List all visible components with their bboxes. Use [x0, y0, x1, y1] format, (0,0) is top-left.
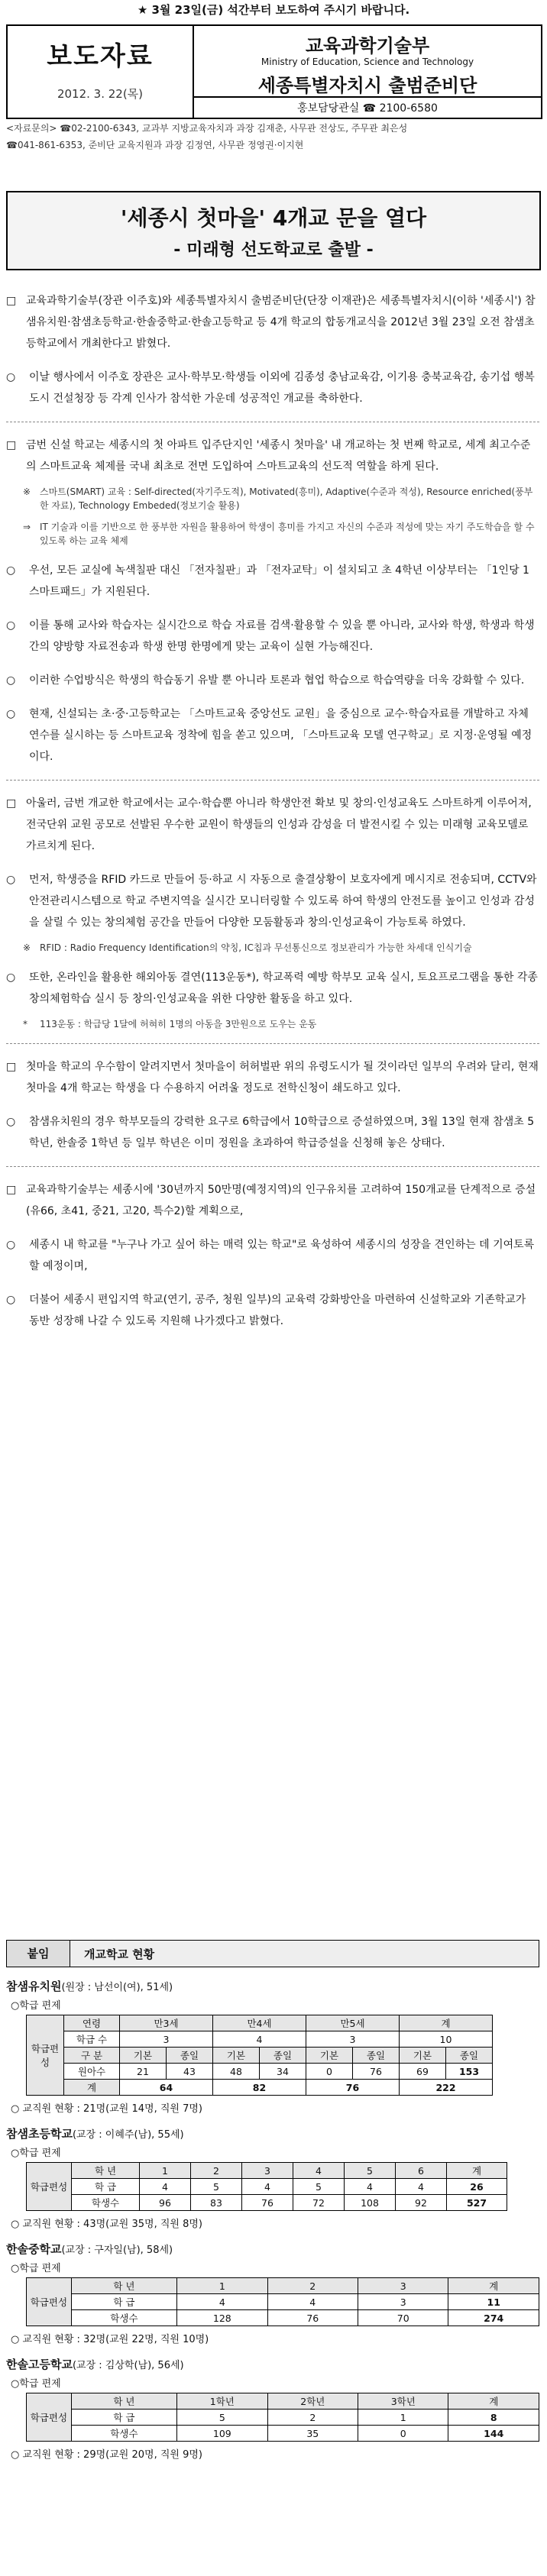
- table-cell: 1학년: [177, 2393, 268, 2410]
- paragraph: [6, 367, 539, 409]
- table-cell: 43: [167, 2064, 213, 2080]
- footnote-text: 스마트(SMART) 교육 : Self-directed(자기주도적), Motivated(흥미), Adaptive(수준과 적성), Resource enriched(풍부한 자료), Technology Embeded(정보기술 활용): [40, 486, 533, 511]
- table-cell: 기본: [213, 2048, 260, 2064]
- footnote-text: 113운동 : 학급당 1달에 허혀히 1명의 아동을 3만원으로 도우는 운동: [40, 1019, 317, 1029]
- table-cell: 학 급: [72, 2179, 140, 2195]
- paragraph: [6, 1056, 539, 1099]
- table-cell: 계: [64, 2080, 120, 2096]
- table-cell: 0: [306, 2064, 353, 2080]
- table-row: [27, 2048, 493, 2064]
- paragraph-text: 이날 행사에서 이주호 장관은 교사·학부모·학생들 이외에 김종성 충남교육감, 이기용 충북교육감, 송기섭 행복도시 건설청장 등 각계 인사가 참석한 가운데 성공적인 개교를 축하한다.: [29, 371, 535, 405]
- circle-bullet: ○: [6, 708, 16, 720]
- table-cell: 5: [345, 2163, 396, 2179]
- class-section-label: ○학급 편제: [11, 2148, 61, 2159]
- table-cell: 2: [267, 2410, 358, 2426]
- table-cell: 2학년: [267, 2393, 358, 2410]
- school-high: [6, 2356, 539, 2461]
- circle-bullet: ○: [6, 564, 16, 577]
- table-cell: 4: [396, 2179, 447, 2195]
- paragraph-text: 이러한 수업방식은 학생의 학습동기 유발 뿐 아니라 토론과 협업 학습으로 학습역량을 더욱 강화할 수 있다.: [29, 674, 525, 687]
- staff-summary: ○ 교직원 현황 : 43명(교원 35명, 직원 8명): [11, 2219, 202, 2230]
- table-cell: 연령: [64, 2015, 120, 2031]
- footnote: [6, 485, 539, 512]
- table-wrap: [26, 2277, 539, 2326]
- table-cell: 3: [358, 2278, 448, 2294]
- table-cell: 계: [448, 2393, 539, 2410]
- table-cell: 4: [345, 2179, 396, 2195]
- circle-bullet: ○: [6, 874, 16, 886]
- paragraph: [6, 967, 539, 1010]
- table-cell: 학급 수: [64, 2031, 120, 2048]
- middle-table: [26, 2277, 539, 2326]
- table-cell: 4: [213, 2031, 306, 2048]
- ministry-name: 교육과학기술부: [305, 35, 430, 57]
- table-row: [27, 2031, 493, 2048]
- table-cell: 2: [267, 2278, 358, 2294]
- table-cell: 2: [191, 2163, 242, 2179]
- table-cell: 학 급: [71, 2294, 176, 2310]
- footnote-text: RFID : Radio Frequency Identification의 약칭, IC칩과 무선통신으로 정보관리가 가능한 차세대 인식기술: [40, 942, 472, 953]
- table-row: [27, 2179, 507, 2195]
- paragraph-text: 더불어 세종시 편입지역 학교(연기, 공주, 청원 일부)의 교육력 강화방안을 마련하여 신설학교와 기존학교가 동반 성장해 나갈 수 있도록 지원해 나가겠다고 밝혔다.: [29, 1294, 526, 1327]
- table-cell: 83: [191, 2195, 242, 2211]
- staff-summary: ○ 교직원 현황 : 21명(교원 14명, 직원 7명): [11, 2103, 202, 2115]
- staff-summary: ○ 교직원 현황 : 29명(교원 20명, 직원 9명): [11, 2449, 202, 2461]
- table-cell: 4: [267, 2294, 358, 2310]
- footnote: [6, 1017, 539, 1031]
- brand-block: [8, 26, 194, 118]
- paragraph: [6, 1234, 539, 1277]
- table-row: [27, 2294, 539, 2310]
- prep-team-name: 세종특별자치시 출범준비단: [257, 75, 477, 96]
- school-title: [6, 2125, 539, 2141]
- paragraph-text: 금번 신설 학교는 세종시의 첫 아파트 입주단지인 '세종시 첫마을' 내 개교하는 첫 번째 학교로, 세계 최고수준의 스마트교육 체제를 국내 최초로 전면 도입하여 스마트교육의 선도적 역할을 하게 된다.: [26, 439, 531, 473]
- table-cell: 계: [447, 2163, 507, 2179]
- table-cell: 76: [242, 2195, 293, 2211]
- circle-bullet: ○: [6, 971, 16, 984]
- pr-contact: 홍보담당관실 ☎ 2100-6580: [194, 96, 541, 119]
- table-cell: 69: [400, 2064, 446, 2080]
- inquiry-line: ☎041-861-6353, 준비단 교육지원과 과장 김정연, 사무관 정영권·이지현: [6, 140, 304, 150]
- table-cell: 76: [306, 2080, 400, 2096]
- table-cell: 구 분: [64, 2048, 120, 2064]
- table-cell: 1: [140, 2163, 191, 2179]
- staff-summary: ○ 교직원 현황 : 32명(교원 22명, 직원 10명): [11, 2334, 209, 2345]
- appendix-label: 붙임: [7, 1941, 70, 1967]
- school-kindergarten: [6, 1978, 539, 2115]
- arrow-marker: ⇒: [23, 522, 31, 532]
- paragraph: [6, 435, 539, 477]
- table-cell: 기본: [400, 2048, 446, 2064]
- ministry-english-name: Ministry of Education, Science and Technology: [261, 57, 474, 67]
- table-row: [27, 2080, 493, 2096]
- table-cell: 3: [242, 2163, 293, 2179]
- paragraph: [6, 560, 539, 603]
- paragraph-text: 첫마을 학교의 우수함이 알려지면서 첫마을이 허허벌판 위의 유령도시가 될 것이라던 일부의 우려와 달리, 현재 첫마을 4개 학교는 학생을 다 수용하지 어려울 정도로 전학신청이 쇄도하고 있다.: [26, 1061, 539, 1094]
- school-title: [6, 1978, 539, 1994]
- table-row: [27, 2015, 493, 2031]
- table-cell: 82: [213, 2080, 306, 2096]
- table-cell: 3: [120, 2031, 213, 2048]
- table-wrap: [26, 2393, 539, 2442]
- table-cell: 종일: [446, 2048, 493, 2064]
- table-row: [27, 2426, 539, 2442]
- table-cell: 계: [400, 2015, 493, 2031]
- row-label: 학급편성: [27, 2278, 72, 2326]
- table-row: [27, 2310, 539, 2326]
- school-name: 참샘초등학교: [6, 2127, 73, 2141]
- paragraph-text: 이를 통해 교사와 학습자는 실시간으로 학습 자료를 검색·활용할 수 있을 뿐 아니라, 교사와 학생, 학생과 학생 간의 양방향 자료전송과 학생 한명 한명에게 맞는 교육이 실현 가능해진다.: [29, 619, 535, 653]
- table-cell: 48: [213, 2064, 260, 2080]
- headline-box: [6, 191, 541, 270]
- row-label: 학급편성: [27, 2015, 64, 2096]
- circle-bullet: ○: [6, 674, 16, 687]
- table-cell: 4: [242, 2179, 293, 2195]
- school-title: [6, 2356, 539, 2372]
- table-row: [27, 2393, 539, 2410]
- table-cell: 만5세: [306, 2015, 400, 2031]
- table-cell: 76: [353, 2064, 400, 2080]
- paragraph-text: 세종시 내 학교를 "누구나 가고 싶어 하는 매력 있는 학교"로 육성하여 세종시의 성장을 견인하는 데 기여토록 할 예정이며,: [29, 1239, 535, 1272]
- inquiry-line: <자료문의> ☎02-2100-6343, 교과부 지방교육자치과 과장 김재춘, 사무관 전상도, 주무관 최은성: [6, 123, 408, 134]
- table-row: [27, 2163, 507, 2179]
- table-cell: 21: [120, 2064, 167, 2080]
- paragraph-text: 먼저, 학생증을 RFID 카드로 만들어 등·하교 시 자동으로 출결상황이 보호자에게 메시지로 전송되며, CCTV와 안전관리시스템으로 학교 주변지역을 실시간 모니터링할 수 있도록 하여 학생의 안전도를 높이고 인성과 감성을 살릴 수 있는 창의체험 공간을 만들어 다양한 모둠활동과 창의·인성교육이 가능토록 하였다.: [29, 874, 537, 929]
- note-marker: ※: [23, 486, 31, 497]
- table-cell: 70: [358, 2310, 448, 2326]
- table-cell: 153: [446, 2064, 493, 2080]
- school-name: 한솔고등학교: [6, 2358, 73, 2371]
- table-cell: 학 급: [71, 2410, 176, 2426]
- table-cell: 학 년: [71, 2278, 176, 2294]
- school-elementary: [6, 2125, 539, 2230]
- paragraph-text: 또한, 온라인을 활용한 해외아동 결연(113운동*), 학교폭력 예방 학부모 교육 실시, 토요프로그램을 통한 각종 창의체험학습 실시 등 창의·인성교육을 위한 다양한 활동을 하고 있다.: [29, 971, 538, 1005]
- class-section-label: ○학급 편제: [11, 2378, 61, 2390]
- table-cell: 기본: [120, 2048, 167, 2064]
- table-cell: 109: [177, 2426, 268, 2442]
- school-name: 참샘유치원: [6, 1980, 62, 1993]
- paragraph: [6, 1111, 539, 1154]
- paragraph-text: 교육과학기술부(장관 이주호)와 세종특별자치시 출범준비단(단장 이재관)은 세종특별자치시(이하 '세종시') 참샘유치원·참샘초등학교·한솔중학교·한솔고등학교 등 4개 학교의 합동개교식을 2012년 3월 23일 오전 참샘초등학교에서 개최한다고 밝혔다.: [26, 295, 536, 350]
- row-label: 학급편성: [27, 2393, 72, 2442]
- table-cell: 3학년: [358, 2393, 448, 2410]
- square-bullet: □: [6, 439, 17, 451]
- section-divider: [6, 780, 539, 781]
- table-cell: 222: [400, 2080, 493, 2096]
- paragraph: [6, 869, 539, 933]
- table-cell: 4: [140, 2179, 191, 2195]
- table-wrap: [26, 2015, 539, 2096]
- table-cell: 종일: [167, 2048, 213, 2064]
- table-cell: 학생수: [72, 2195, 140, 2211]
- table-cell: 76: [267, 2310, 358, 2326]
- circle-bullet: ○: [6, 619, 16, 632]
- table-cell: 기본: [306, 2048, 353, 2064]
- section-divider: [6, 1043, 539, 1044]
- table-wrap: [26, 2162, 539, 2211]
- paragraph-text: 현재, 신설되는 초·중·고등학교는 「스마트교육 중앙선도 교원」을 중심으로 교수·학습자료를 개발하고 자체 연수를 실시하는 등 스마트교육 정착에 힘을 쏟고 있으며, 「스마트교육 모델 연구학교」로 지정·운영될 예정이다.: [29, 708, 532, 763]
- table-cell: 72: [293, 2195, 345, 2211]
- paragraph: [6, 793, 539, 857]
- principal-info: (교장 : 구자일(남), 58세): [61, 2245, 173, 2256]
- table-cell: 35: [267, 2426, 358, 2442]
- table-cell: 계: [448, 2278, 539, 2294]
- elementary-table: [26, 2162, 507, 2211]
- table-cell: 128: [177, 2310, 267, 2326]
- table-cell: 5: [191, 2179, 242, 2195]
- appendix-header: [6, 1940, 539, 1967]
- table-cell: 527: [447, 2195, 507, 2211]
- class-section-label: ○학급 편제: [11, 2263, 61, 2274]
- row-label: 학급편성: [27, 2163, 72, 2211]
- article-body: [6, 290, 539, 1344]
- table-cell: 4: [177, 2294, 267, 2310]
- table-cell: 3: [306, 2031, 400, 2048]
- asterisk-marker: *: [23, 1019, 28, 1029]
- subheadline: - 미래형 선도학교로 출발 -: [173, 241, 374, 260]
- principal-info: (원장 : 남선이(여), 51세): [61, 1982, 173, 1993]
- appendix-title: 개교학교 현황: [84, 1947, 155, 1961]
- table-cell: 10: [400, 2031, 493, 2048]
- table-cell: 11: [448, 2294, 539, 2310]
- circle-bullet: ○: [6, 371, 16, 383]
- school-name: 한솔중학교: [6, 2242, 62, 2256]
- paragraph-text: 교육과학기술부는 세종시에 '30년까지 50만명(예정지역)의 인구유치를 고려하여 150개교를 단계적으로 증설(유66, 초41, 중21, 고20, 특수2)할 계획으로,: [26, 1184, 536, 1217]
- footnote: [6, 520, 539, 548]
- table-row: [27, 2410, 539, 2426]
- paragraph-text: 참샘유치원의 경우 학부모들의 강력한 요구로 6학급에서 10학급으로 증설하였으며, 3월 13일 현재 참샘초 5학년, 한솔중 1학년 등 일부 학년은 이미 정원을 초과하여 학급증설을 신청해 놓은 상태다.: [29, 1116, 535, 1149]
- school-title: [6, 2241, 539, 2257]
- table-cell: 8: [448, 2410, 539, 2426]
- inquiry-contacts: [6, 122, 539, 156]
- class-section-label: ○학급 편제: [11, 2000, 61, 2012]
- table-cell: 4: [293, 2163, 345, 2179]
- circle-bullet: ○: [6, 1294, 16, 1306]
- brand-title: 보도자료: [47, 41, 154, 72]
- circle-bullet: ○: [6, 1116, 16, 1128]
- square-bullet: □: [6, 1184, 17, 1196]
- school-middle: [6, 2241, 539, 2345]
- footnote-text: IT 기술과 이를 기반으로 한 풍부한 자원을 활용하여 학생이 흥미를 가지고 자신의 수준과 적성에 맞는 자기 주도학습을 할 수 있도록 하는 교육 체제: [40, 522, 535, 546]
- kindergarten-table: [26, 2015, 493, 2096]
- table-cell: 6: [396, 2163, 447, 2179]
- headline: '세종시 첫마을' 4개교 문을 열다: [120, 205, 427, 231]
- footnote: [6, 941, 539, 955]
- table-cell: 92: [396, 2195, 447, 2211]
- table-cell: 종일: [260, 2048, 306, 2064]
- table-cell: 학생수: [71, 2310, 176, 2326]
- press-header: [6, 24, 542, 119]
- table-cell: 64: [120, 2080, 213, 2096]
- table-cell: 학생수: [71, 2426, 176, 2442]
- table-cell: 종일: [353, 2048, 400, 2064]
- appendix: [6, 1940, 539, 2461]
- square-bullet: □: [6, 797, 17, 810]
- high-table: [26, 2393, 539, 2442]
- paragraph-text: 우선, 모든 교실에 녹색칠판 대신 「전자칠판」과 「전자교탁」이 설치되고 초 4학년 이상부터는 「1인당 1 스마트패드」가 지원된다.: [29, 564, 529, 598]
- paragraph: [6, 670, 539, 691]
- table-cell: 학 년: [71, 2393, 176, 2410]
- table-cell: 0: [358, 2426, 448, 2442]
- principal-info: (교장 : 김상학(남), 56세): [72, 2360, 184, 2371]
- table-cell: 1: [177, 2278, 267, 2294]
- table-cell: 학 년: [72, 2163, 140, 2179]
- principal-info: (교장 : 이혜주(남), 55세): [72, 2129, 184, 2141]
- square-bullet: □: [6, 295, 17, 307]
- paragraph: [6, 1179, 539, 1222]
- paragraph: [6, 703, 539, 768]
- table-cell: 원아수: [64, 2064, 120, 2080]
- release-date: 2012. 3. 22(목): [57, 87, 144, 101]
- table-cell: 274: [448, 2310, 539, 2326]
- table-cell: 34: [260, 2064, 306, 2080]
- paragraph: [6, 1289, 539, 1332]
- table-cell: 만4세: [213, 2015, 306, 2031]
- table-cell: 5: [177, 2410, 268, 2426]
- table-cell: 5: [293, 2179, 345, 2195]
- table-cell: 3: [358, 2294, 448, 2310]
- table-cell: 1: [358, 2410, 448, 2426]
- table-cell: 108: [345, 2195, 396, 2211]
- table-cell: 만3세: [120, 2015, 213, 2031]
- paragraph: [6, 290, 539, 354]
- table-row: [27, 2064, 493, 2080]
- table-cell: 26: [447, 2179, 507, 2195]
- square-bullet: □: [6, 1061, 17, 1073]
- table-row: [27, 2195, 507, 2211]
- circle-bullet: ○: [6, 1239, 16, 1251]
- note-marker: ※: [23, 942, 31, 953]
- table-cell: 96: [140, 2195, 191, 2211]
- table-cell: 144: [448, 2426, 539, 2442]
- paragraph: [6, 615, 539, 658]
- paragraph-text: 아울러, 금번 개교한 학교에서는 교수·학습뿐 아니라 학생안전 확보 및 창의·인성교육도 스마트하게 이루어져, 전국단위 교원 공모로 선발된 우수한 교원이 학생들의 인성과 감성을 더 발전시킬 수 있는 미래형 교육모델로 가르치게 된다.: [26, 797, 532, 852]
- table-row: [27, 2278, 539, 2294]
- section-divider: [6, 1166, 539, 1167]
- embargo-notice: ★ 3월 23일(금) 석간부터 보도하여 주시기 바랍니다.: [137, 3, 410, 17]
